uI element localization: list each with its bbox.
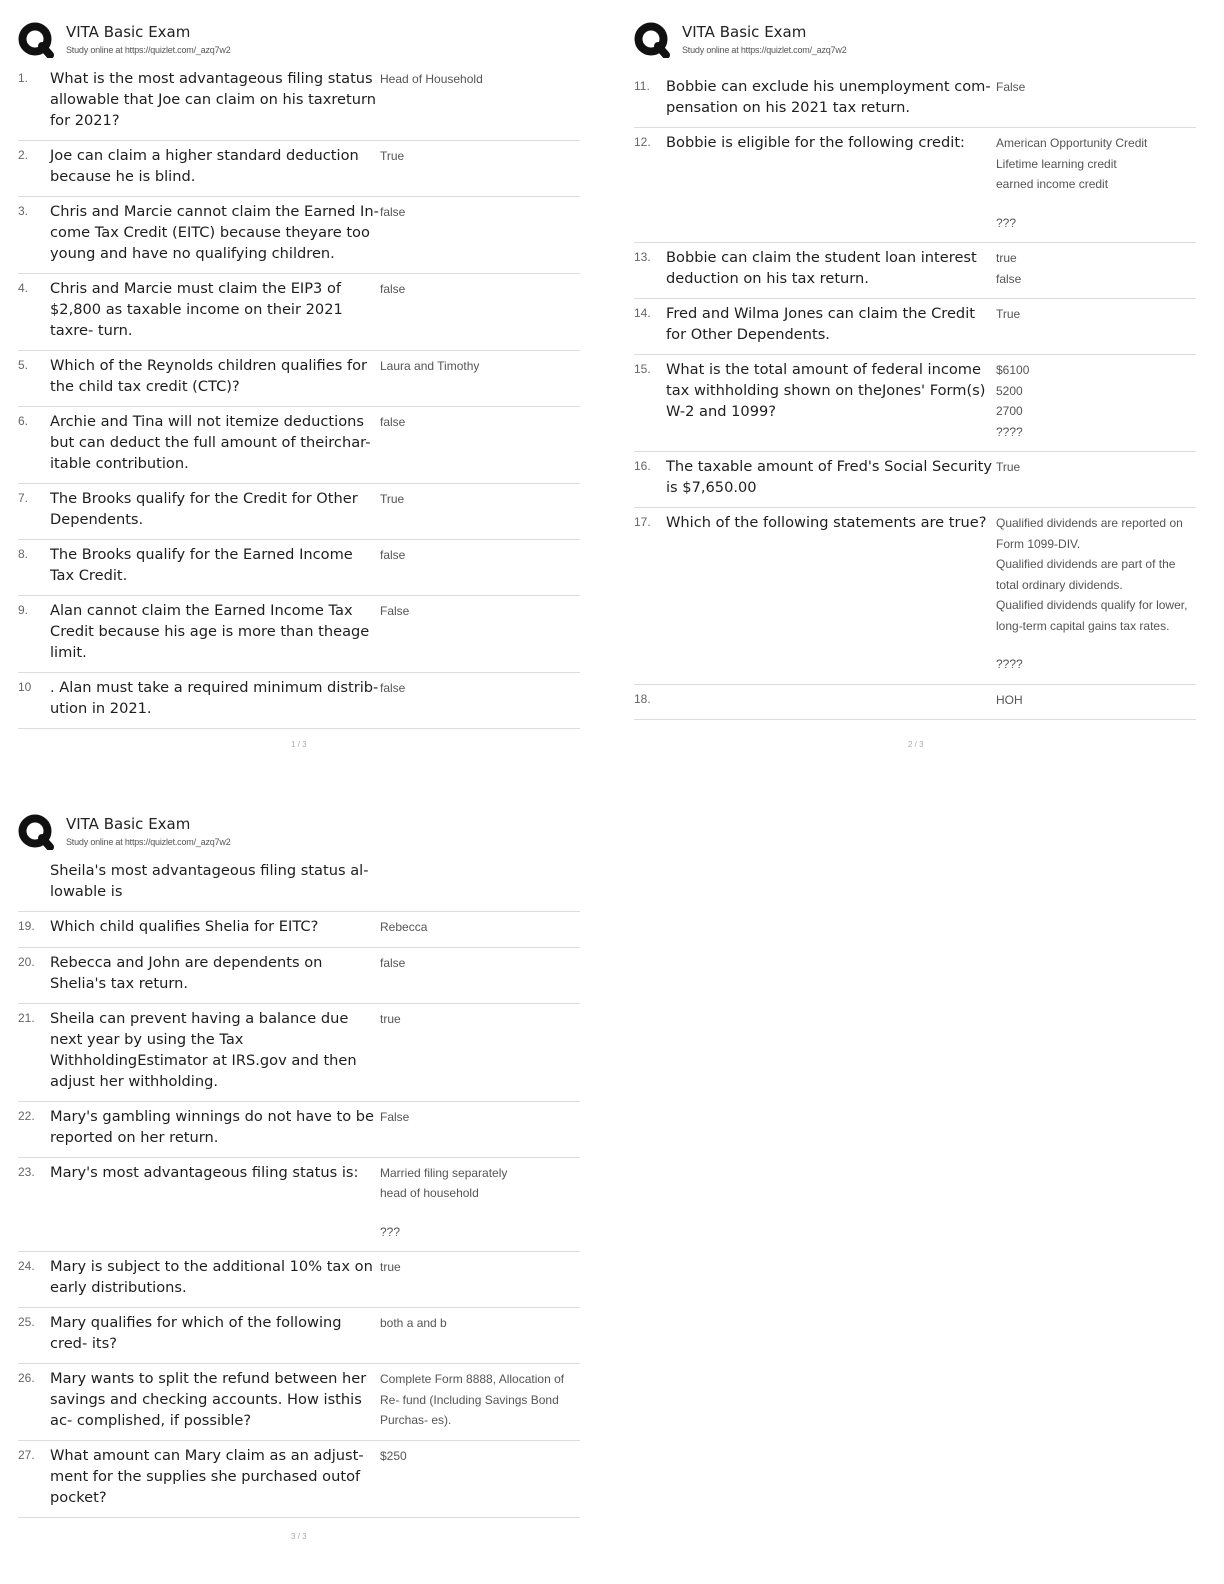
answer-line: True xyxy=(996,460,1021,474)
question-text: What is the total amount of federal income tax withholding shown on theJones' Form(s) W-2 and 1099? xyxy=(666,361,986,420)
answer-line: True xyxy=(380,492,405,506)
answer-text xyxy=(996,132,1196,233)
answer-line: $250 xyxy=(380,1449,407,1463)
answer-text xyxy=(380,68,580,131)
answer-line xyxy=(380,1204,580,1222)
question-list xyxy=(18,856,580,1518)
answer-text xyxy=(996,512,1196,675)
question-number: 12. xyxy=(634,135,651,149)
question-number: 25. xyxy=(18,1315,35,1329)
answer-line: false xyxy=(996,271,1022,286)
answer-text xyxy=(996,303,1196,345)
question-row xyxy=(18,141,580,197)
answer-line: ???? xyxy=(996,424,1023,439)
answer-line: head of household xyxy=(380,1186,479,1200)
question-number: 6. xyxy=(18,414,29,428)
question-row xyxy=(634,243,1196,299)
answer-text xyxy=(996,689,1196,711)
question-number: 1. xyxy=(18,71,29,85)
page-1 xyxy=(18,18,580,729)
question-row xyxy=(18,1441,580,1518)
answer-text xyxy=(380,677,580,719)
answer-line: Qualified dividends are part of the total ordinary dividends. xyxy=(996,557,1176,592)
question-number: 8. xyxy=(18,547,29,561)
answer-text xyxy=(380,1256,580,1298)
question-number: 26. xyxy=(18,1371,35,1385)
question-text: Sheila can prevent having a balance due next year by using the Tax WithholdingEstimator at IRS.gov and then adjust her withholding. xyxy=(50,1009,357,1090)
answer-text xyxy=(380,1312,580,1354)
question-row xyxy=(18,1102,580,1158)
question-row xyxy=(18,912,580,948)
question-text: . Alan must take a required minimum distrib- ution in 2021. xyxy=(50,679,379,717)
answer-line: Married filing separately xyxy=(380,1165,508,1180)
answer-line: ???? xyxy=(996,657,1023,671)
answer-text xyxy=(380,1106,580,1148)
answer-line: Rebecca xyxy=(380,920,428,934)
question-text: Joe can claim a higher standard deduction because he is blind. xyxy=(50,147,359,185)
question-row xyxy=(18,64,580,141)
question-number: 5. xyxy=(18,358,29,372)
page-3 xyxy=(18,810,580,1518)
question-row xyxy=(18,1158,580,1253)
question-row xyxy=(18,351,580,407)
answer-line: American Opportunity Credit xyxy=(996,136,1148,150)
question-row xyxy=(18,673,580,729)
question-number: 24. xyxy=(18,1259,35,1273)
question-text: Bobbie can claim the student loan interest deduction on his tax return. xyxy=(666,249,977,287)
page-subtitle: Study online at https://quizlet.com/_azq7w2 xyxy=(682,45,847,55)
answer-line: 2700 xyxy=(996,404,1023,418)
page-number: 1 / 3 xyxy=(291,740,307,749)
question-list xyxy=(634,72,1196,720)
question-row xyxy=(18,948,580,1004)
question-text: The Brooks qualify for the Earned Income Tax Credit. xyxy=(50,546,353,584)
answer-line: Qualified dividends qualify for lower, long-term capital gains tax rates. xyxy=(996,598,1188,633)
question-row xyxy=(634,685,1196,721)
question-row xyxy=(18,407,580,484)
question-row xyxy=(18,1308,580,1364)
question-number: 19. xyxy=(18,919,35,933)
question-text: What is the most advantageous filing status allowable that Joe can claim on his taxreturn for 2021? xyxy=(50,70,376,129)
question-number: 27. xyxy=(18,1448,35,1462)
page-title: VITA Basic Exam xyxy=(682,23,807,41)
question-row xyxy=(634,452,1196,508)
answer-text xyxy=(380,600,580,663)
answer-line: false xyxy=(380,681,406,695)
answer-line: ??? xyxy=(996,215,1017,230)
answer-line xyxy=(380,861,580,879)
page-title: VITA Basic Exam xyxy=(66,815,191,833)
question-row xyxy=(18,596,580,673)
question-number: 13. xyxy=(634,250,651,264)
question-text: Bobbie can exclude his unemployment com- pensation on his 2021 tax return. xyxy=(666,78,991,116)
question-row xyxy=(18,540,580,596)
answer-text xyxy=(380,145,580,187)
question-row xyxy=(18,1252,580,1308)
answer-line: both a and b xyxy=(380,1316,447,1330)
question-number: 17. xyxy=(634,515,651,529)
answer-line: True xyxy=(380,149,405,163)
question-number: 15. xyxy=(634,362,651,376)
question-row xyxy=(634,299,1196,355)
question-text: Which of the Reynolds children qualifies for the child tax credit (CTC)? xyxy=(50,357,368,395)
question-row xyxy=(18,274,580,351)
page-number: 3 / 3 xyxy=(291,1532,307,1541)
page-header xyxy=(18,18,580,64)
answer-line: earned income credit xyxy=(996,177,1109,191)
page-title: VITA Basic Exam xyxy=(66,23,191,41)
question-number: 4. xyxy=(18,281,29,295)
question-row xyxy=(18,484,580,540)
question-text: Alan cannot claim the Earned Income Tax Credit because his age is more than theage limit. xyxy=(50,602,370,661)
question-row xyxy=(18,197,580,274)
question-row xyxy=(634,128,1196,243)
question-number: 2. xyxy=(18,148,29,162)
answer-line xyxy=(996,195,1196,213)
answer-text xyxy=(380,411,580,474)
question-number: 22. xyxy=(18,1108,35,1123)
question-text: Bobbie is eligible for the following credit: xyxy=(666,134,965,151)
answer-text xyxy=(996,456,1196,498)
answer-line: Laura and Timothy xyxy=(380,359,480,373)
question-text: Which of the following statements are true? xyxy=(666,514,987,531)
answer-line: false xyxy=(380,548,406,562)
question-text: Mary is subject to the additional 10% tax on early distributions. xyxy=(50,1258,373,1296)
answer-text xyxy=(380,860,580,902)
answer-line: HOH xyxy=(996,692,1023,707)
question-number: 21. xyxy=(18,1010,35,1025)
page-subtitle: Study online at https://quizlet.com/_azq7w2 xyxy=(66,45,231,55)
answer-line: False xyxy=(996,80,1026,94)
question-text: What amount can Mary claim as an adjust- ment for the supplies she purchased outof pocket? xyxy=(50,1447,364,1506)
page-number: 2 / 3 xyxy=(908,740,924,749)
answer-text xyxy=(380,1008,580,1092)
question-number: 14. xyxy=(634,306,651,320)
question-number: 20. xyxy=(18,954,35,969)
question-number: 23. xyxy=(18,1164,35,1179)
quizlet-logo-icon xyxy=(18,22,54,58)
answer-line xyxy=(996,636,1196,654)
answer-text xyxy=(380,952,580,994)
question-text: Which child qualifies Shelia for EITC? xyxy=(50,918,319,935)
answer-line: Qualified dividends are reported on Form 1099-DIV. xyxy=(996,516,1183,551)
question-text: Rebecca and John are dependents on Shelia's tax return. xyxy=(50,953,323,992)
question-text: Mary qualifies for which of the following cred- its? xyxy=(50,1314,342,1352)
question-row xyxy=(634,72,1196,128)
question-row xyxy=(18,856,580,912)
page-subtitle: Study online at https://quizlet.com/_azq7w2 xyxy=(66,837,231,847)
question-row xyxy=(18,1364,580,1441)
answer-text xyxy=(996,359,1196,442)
answer-line: False xyxy=(380,1109,410,1124)
question-text: Chris and Marcie must claim the EIP3 of $2,800 as taxable income on their 2021 taxre- turn. xyxy=(50,280,343,339)
question-number: 11. xyxy=(634,79,650,93)
answer-text xyxy=(380,544,580,586)
answer-text xyxy=(380,916,580,938)
question-number: 16. xyxy=(634,459,651,473)
page-2 xyxy=(634,18,1196,720)
answer-line: true xyxy=(380,1011,401,1026)
answer-text xyxy=(380,278,580,341)
answer-line: true xyxy=(380,1260,401,1274)
question-text xyxy=(666,689,996,711)
answer-line: false xyxy=(380,205,406,219)
quizlet-logo-icon xyxy=(18,814,54,850)
question-number: 10 xyxy=(18,680,32,694)
question-row xyxy=(18,1004,580,1102)
answer-line: Head of Household xyxy=(380,72,483,86)
answer-text xyxy=(380,355,580,397)
question-text: Mary wants to split the refund between her savings and checking accounts. How isthis ac- complished, if possible? xyxy=(50,1370,367,1429)
quizlet-logo-icon xyxy=(634,22,670,58)
question-number xyxy=(18,860,50,902)
question-text: Mary's most advantageous filing status is: xyxy=(50,1163,359,1181)
answer-line: false xyxy=(380,282,406,296)
answer-text xyxy=(380,1368,580,1431)
answer-text xyxy=(380,1445,580,1508)
answer-line: Complete Form 8888, Allocation of Re- fund (Including Savings Bond Purchas- es). xyxy=(380,1372,565,1427)
question-text: Chris and Marcie cannot claim the Earned In- come Tax Credit (EITC) because theyare too young and have no qualifying children. xyxy=(50,203,379,262)
question-text: Archie and Tina will not itemize deductions but can deduct the full amount of theirchar- itable contribution. xyxy=(50,413,371,472)
question-text: The taxable amount of Fred's Social Security is $7,650.00 xyxy=(666,458,992,496)
page-header xyxy=(18,810,580,856)
question-number: 7. xyxy=(18,491,29,505)
question-row xyxy=(634,355,1196,452)
answer-text xyxy=(380,488,580,530)
answer-line: ??? xyxy=(380,1224,401,1239)
question-row xyxy=(634,508,1196,685)
answer-line: False xyxy=(380,604,410,618)
answer-line: True xyxy=(996,307,1021,321)
answer-line: false xyxy=(380,955,406,970)
answer-line: Lifetime learning credit xyxy=(996,156,1117,171)
answer-line: 5200 xyxy=(996,383,1023,398)
question-number: 18. xyxy=(634,691,651,706)
question-list xyxy=(18,64,580,729)
question-text: Fred and Wilma Jones can claim the Credit for Other Dependents. xyxy=(666,305,975,343)
answer-line: false xyxy=(380,415,406,429)
question-text: Mary's gambling winnings do not have to be reported on her return. xyxy=(50,1107,375,1146)
question-number: 3. xyxy=(18,204,29,218)
answer-text xyxy=(380,1162,580,1243)
answer-line: $6100 xyxy=(996,363,1030,377)
answer-text xyxy=(996,247,1196,289)
answer-text xyxy=(996,76,1196,118)
question-number: 9. xyxy=(18,603,29,617)
answer-line: true xyxy=(996,251,1017,265)
question-text: The Brooks qualify for the Credit for Other Dependents. xyxy=(50,490,358,528)
question-text: Sheila's most advantageous filing status al- lowable is xyxy=(50,862,369,900)
answer-text xyxy=(380,201,580,264)
page-header xyxy=(634,18,1196,72)
